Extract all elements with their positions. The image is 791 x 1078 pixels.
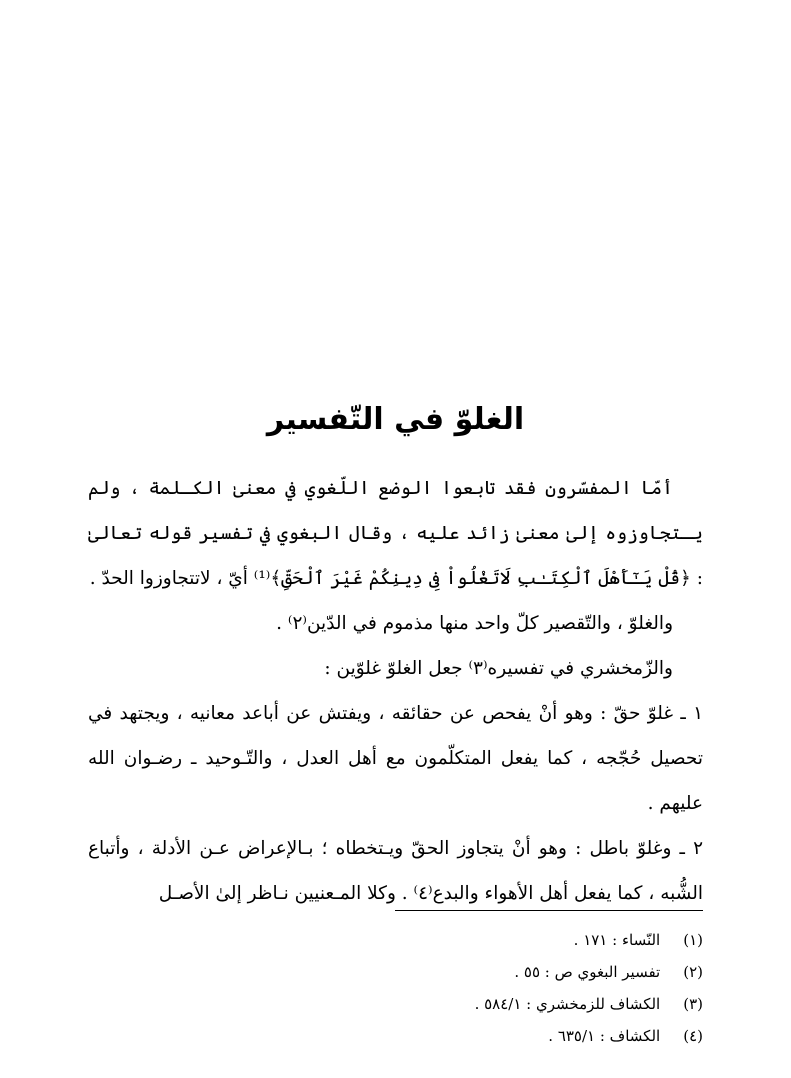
footnote-text: تفسير البغوي ص : ٥٥ . [514, 963, 661, 981]
footnote-number: (٤) [683, 1027, 703, 1045]
footnote-divider [395, 910, 703, 911]
footnote-item [88, 1020, 703, 1052]
paragraph-item-2: ٢ ـ وغلوّ باطل : وهو أنْ يتجاوز الحقّ ويـتخطاه ؛ بـالإعراض عـن الأدلة ، وأتباع الشُّبه ، كما يفعل أهل الأهواء والبدع⁽٤⁾ . وكلا المـعنيين نـاظر إلىٰ الأصـل [88, 838, 703, 904]
paragraph-intro: أمّا المفسّرون فقد تابعوا الوضع اللّغوي في معنىٰ الكـلمة ، ولم يـتجاوزوه إلىٰ معنىٰ زائد عليه ، وقال البغوي في تفسير قوله تعالىٰ : ﴿قُلْ يَـٰٓأَهْلَ ٱلْكِتَـٰبِ لَاتَغْلُواْ فِى دِينِكُمْ غَيْرَ ٱلْحَقِّ﴾⁽¹⁾ أيّ ، لاتتجاوزوا الحدّ . [88, 478, 703, 589]
footnote-text: النّساء : ١٧١ . [573, 931, 661, 949]
footnote-item [88, 988, 703, 1020]
paragraph-ghuluw-taqsir: والغلوّ ، والتّقصير كلّ واحد منها مذموم في الدّين⁽٢⁾ . [276, 613, 673, 634]
footnote-number: (٣) [683, 995, 703, 1013]
footnote-item [88, 924, 703, 956]
footnotes [88, 924, 703, 1052]
body-text [88, 466, 703, 916]
footnote-text: الكشاف للزمخشري : ٥٨٤/١ . [474, 995, 661, 1013]
footnote-text: الكشاف : ٦٣٥/١ . [548, 1027, 661, 1045]
page-title: الغلوّ في التّفسير [266, 402, 525, 437]
footnote-item [88, 956, 703, 988]
paragraph-zamakhshari: والزّمخشري في تفسيره⁽٣⁾ جعل الغلوّ غلوّين : [324, 658, 673, 679]
footnote-number: (٢) [683, 963, 703, 981]
footnote-number: (١) [683, 931, 703, 949]
paragraph-item-1: ١ ـ غلوّ حقّ : وهو أنْ يفحص عن حقائقه ، ويفتش عن أباعد معانيه ، ويجتهد في تحصيل حُجّجه ، كما يفعل المتكلّمون مع أهل العدل ، والتّـوحيد ـ رضـوان الله عليهم . [88, 703, 703, 814]
